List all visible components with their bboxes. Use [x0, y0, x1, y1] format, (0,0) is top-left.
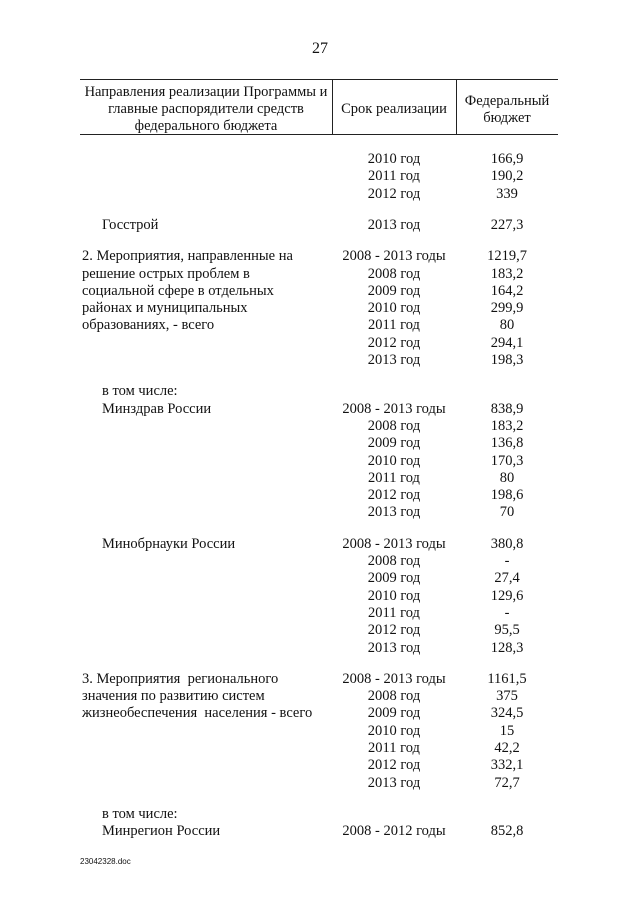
row-value: 852,8: [490, 823, 524, 840]
row-period: 2008 год: [367, 553, 421, 569]
row-value: 190,2: [490, 168, 524, 185]
row-value: -: [504, 553, 510, 569]
row-value: 42,2: [494, 740, 520, 756]
row-value: 198,3: [490, 352, 524, 368]
row-value: 183,2: [490, 417, 524, 434]
row-period: 2013 год: [367, 352, 421, 368]
header-directions: Направления реализации Программы и главные распорядители средств федерального бюджета: [84, 84, 328, 134]
row-period: 2013 год: [367, 639, 421, 656]
row-value: 80: [499, 317, 515, 334]
row-label: социальной сфере в отдельных: [82, 282, 274, 299]
row-period: 2010 год: [367, 300, 421, 317]
row-label: районах и муниципальных: [82, 300, 248, 317]
row-label: значения по развитию систем: [82, 688, 265, 705]
row-period: 2012 год: [367, 487, 421, 504]
row-period: 2013 год: [367, 504, 421, 521]
row-value: 128,3: [490, 639, 524, 656]
row-value: 1161,5: [487, 670, 527, 687]
row-value: 375: [496, 688, 518, 705]
row-label: Минрегион России: [102, 823, 221, 840]
row-label: 2. Мероприятия, направленные на: [82, 248, 293, 265]
row-value: 15: [499, 722, 515, 739]
row-value: 227,3: [490, 216, 524, 233]
row-period: 2012 год: [367, 622, 421, 639]
row-value: 95,5: [494, 622, 520, 639]
row-period: 2013 год: [367, 774, 421, 791]
row-value: 294,1: [490, 334, 524, 351]
row-value: 129,6: [490, 587, 524, 604]
row-label: Минобрнауки России: [102, 535, 236, 552]
row-period: 2008 год: [367, 688, 421, 705]
row-period: 2008 год: [367, 265, 421, 282]
row-period: 2011 год: [368, 740, 420, 756]
row-period: 2008 год: [367, 417, 421, 434]
row-value: 198,6: [490, 487, 524, 504]
row-value: 164,2: [490, 282, 524, 299]
row-period: 2008 - 2013 годы: [342, 400, 446, 417]
row-value: 72,7: [494, 774, 520, 791]
row-value: 838,9: [490, 400, 524, 417]
row-period: 2008 - 2013 годы: [342, 248, 446, 265]
row-period: 2010 год: [367, 151, 421, 167]
row-period: 2008 - 2013 годы: [342, 535, 446, 552]
header-federal-budget: Федеральный бюджет: [464, 93, 550, 126]
row-period: 2012 год: [367, 334, 421, 351]
row-period: 2010 год: [367, 587, 421, 604]
header-period: Срок реализации: [341, 101, 447, 117]
row-period: 2009 год: [367, 435, 421, 452]
row-value: 166,9: [490, 151, 524, 167]
row-value: 1219,7: [487, 248, 527, 265]
row-value: -: [504, 604, 510, 621]
row-label: 3. Мероприятия регионального: [82, 670, 279, 687]
row-period: 2013 год: [367, 216, 421, 233]
row-label: в том числе:: [102, 805, 178, 822]
row-label: Госстрой: [102, 216, 159, 233]
row-value: 380,8: [490, 535, 524, 552]
row-label: в том числе:: [102, 383, 178, 400]
row-value: 70: [499, 504, 515, 521]
row-label: жизнеобеспечения населения - всего: [82, 705, 313, 722]
row-period: 2011 год: [368, 469, 420, 486]
row-value: 170,3: [490, 452, 524, 469]
row-label: решение острых проблем в: [82, 265, 250, 282]
row-period: 2011 год: [368, 168, 420, 185]
row-period: 2009 год: [367, 282, 421, 299]
row-period: 2009 год: [367, 705, 421, 722]
row-period: 2011 год: [368, 604, 420, 621]
row-period: 2008 - 2012 годы: [342, 823, 446, 840]
row-value: 324,5: [490, 705, 524, 722]
row-period: 2011 год: [368, 317, 420, 334]
row-period: 2012 год: [367, 185, 421, 202]
row-value: 332,1: [490, 757, 524, 774]
row-value: 80: [499, 469, 515, 486]
row-value: 27,4: [494, 570, 520, 587]
row-label: образованиях, - всего: [82, 317, 215, 334]
row-value: 183,2: [490, 265, 524, 282]
row-period: 2012 год: [367, 757, 421, 774]
row-value: 339: [496, 185, 518, 202]
row-label: Минздрав России: [102, 400, 212, 417]
row-period: 2010 год: [367, 722, 421, 739]
row-value: 299,9: [490, 300, 524, 317]
row-value: 136,8: [490, 435, 524, 452]
row-period: 2010 год: [367, 452, 421, 469]
row-period: 2009 год: [367, 570, 421, 587]
page-number: 27: [312, 40, 328, 57]
footer-filename: 23042328.doc: [80, 857, 131, 866]
row-period: 2008 - 2013 годы: [342, 670, 446, 687]
